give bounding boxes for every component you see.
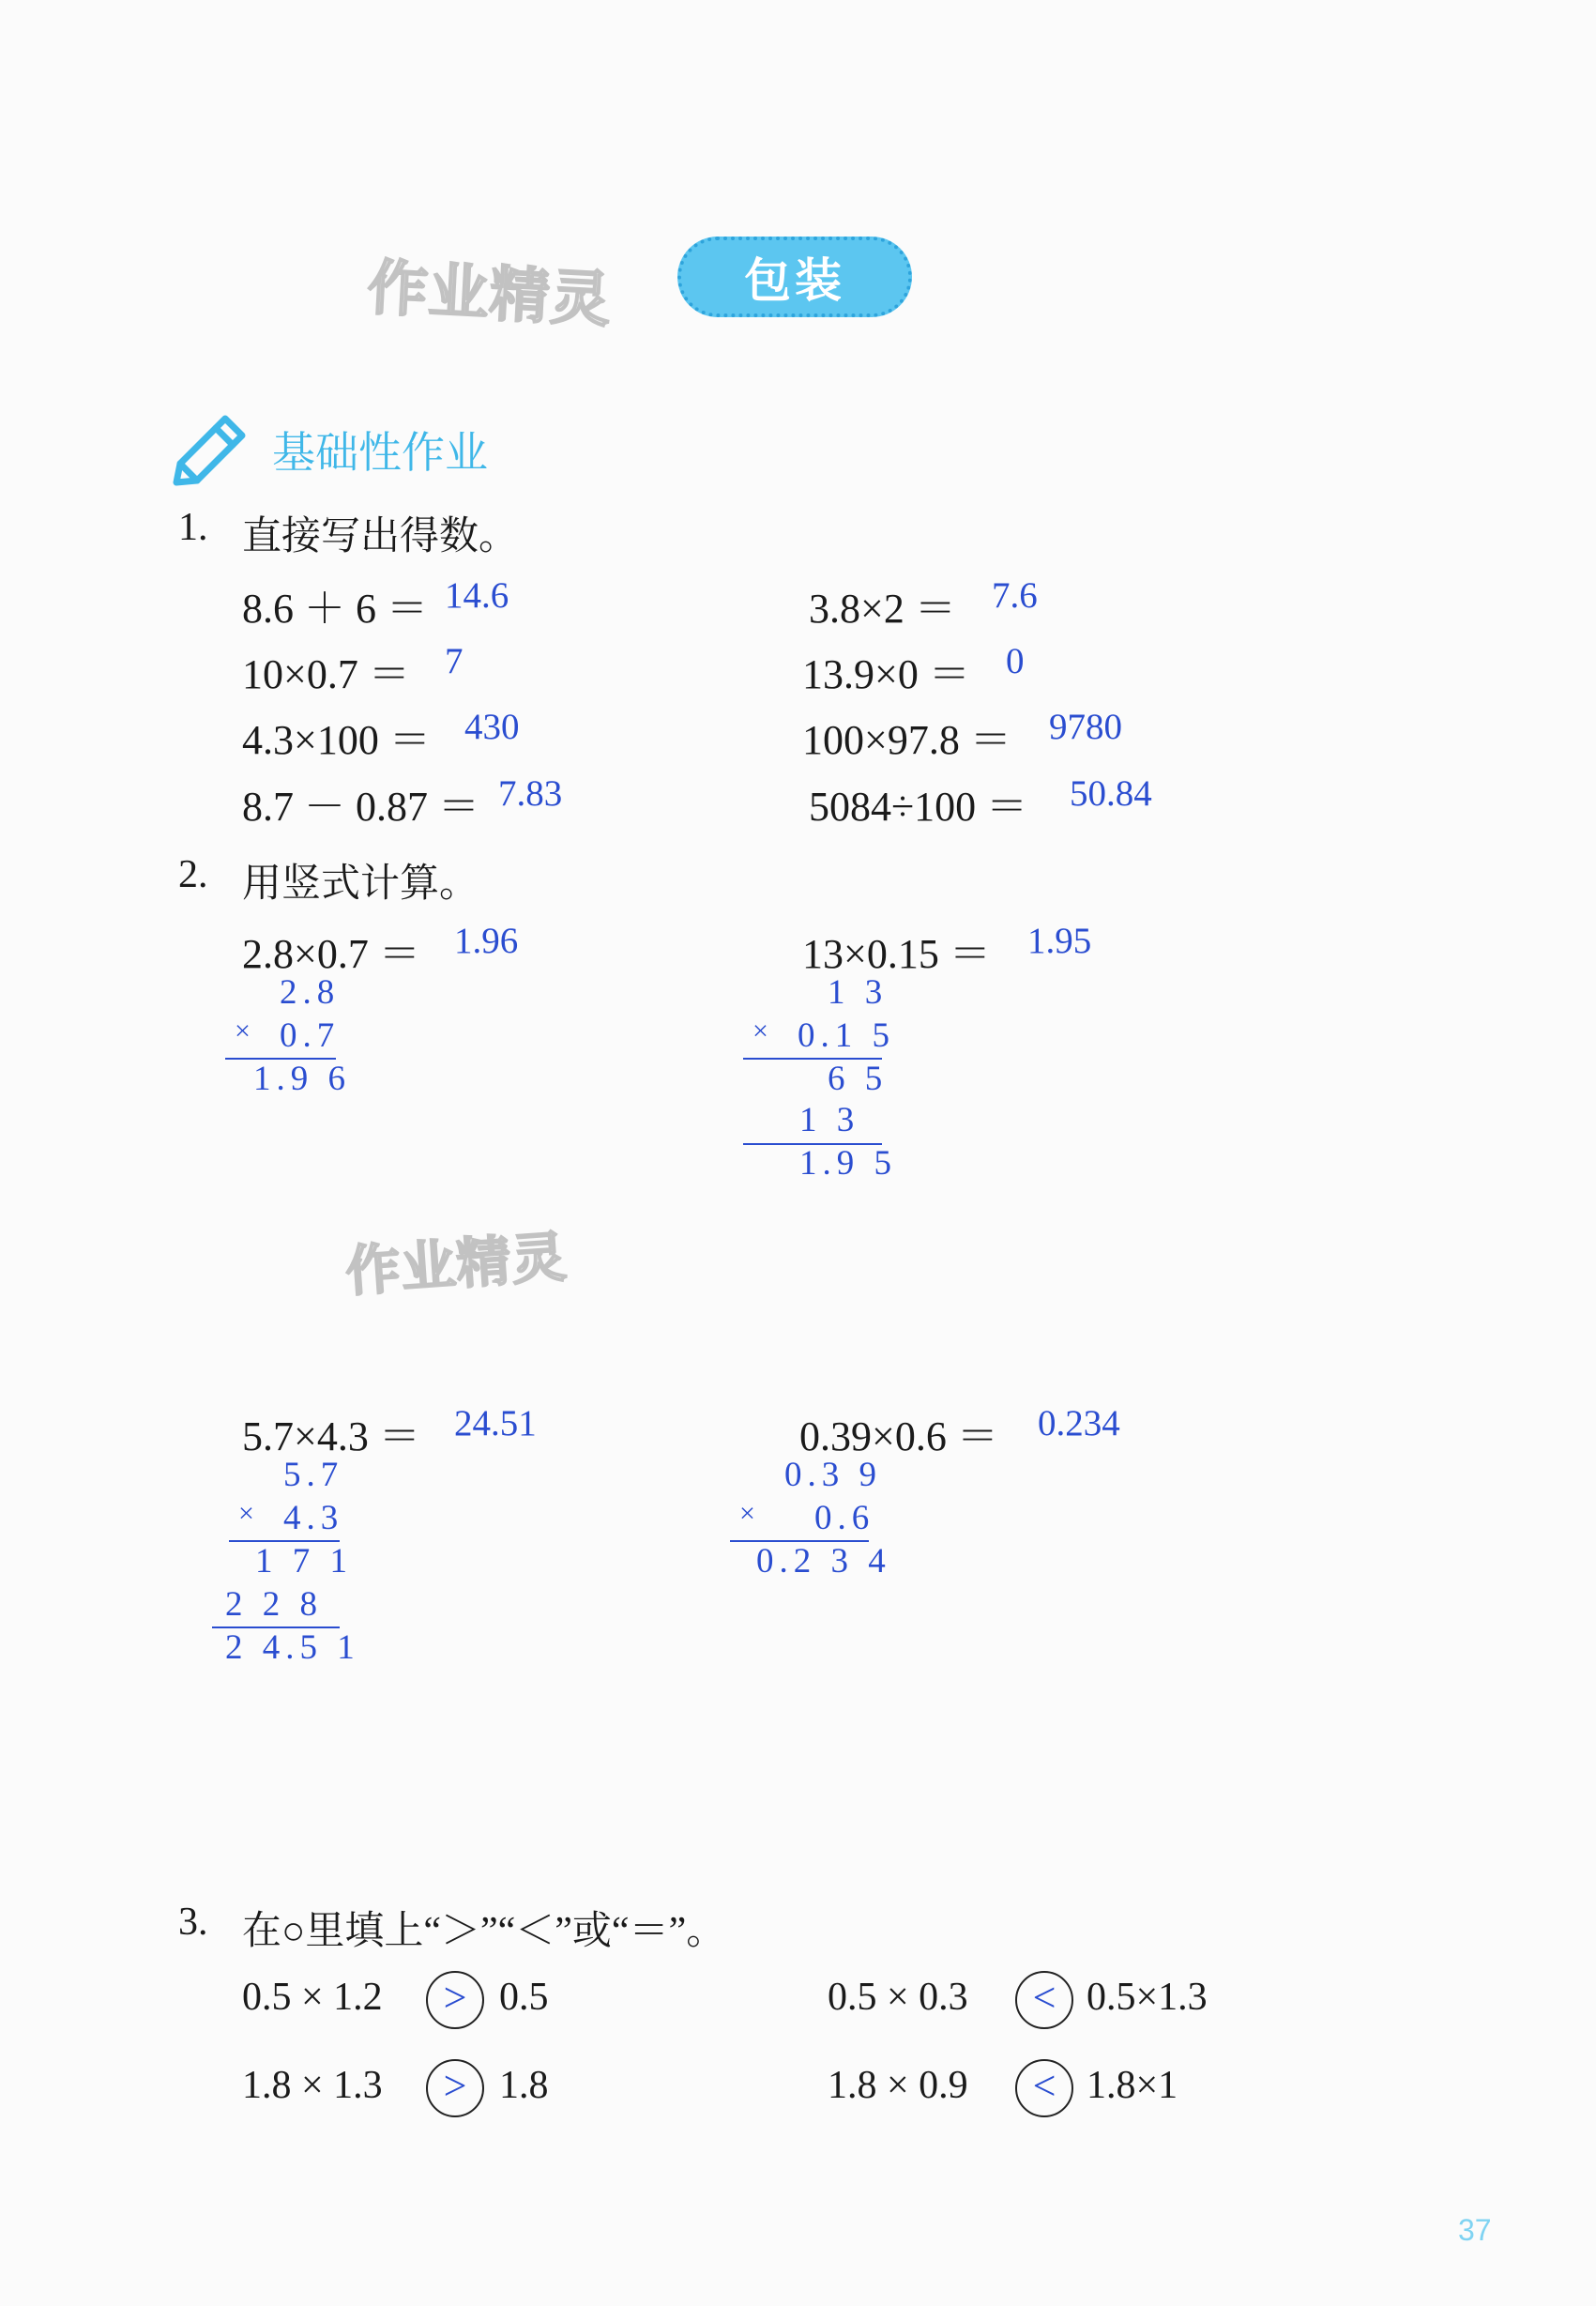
q2a-times-sign: × — [235, 1016, 256, 1046]
q1-expr-5: 4.3×100 ＝ — [242, 717, 431, 763]
q3-prompt: 在○里填上“＞”“＜”或“＝”。 — [242, 1910, 726, 1953]
q2c-work-line: 1 7 1 — [255, 1542, 353, 1581]
q2c-work-line: 2 2 8 — [225, 1585, 323, 1624]
q2b-work-line: 0.1 5 — [798, 1016, 895, 1055]
q2c-expr: 5.7×4.3 ＝ — [242, 1413, 420, 1459]
q3-sign-1: > — [443, 1975, 467, 2021]
q2c-answer: 24.51 — [454, 1403, 537, 1443]
q3-right-3: 1.8 — [499, 2064, 549, 2107]
q3-sign-4: < — [1032, 2063, 1056, 2109]
q2b-work-line: 1 3 — [828, 973, 889, 1012]
q1-expr-7: 8.7 － 0.87 ＝ — [242, 784, 479, 830]
q2a-work-line: 1.9 6 — [253, 1060, 351, 1098]
q2c-times-sign: × — [238, 1498, 260, 1529]
q3-right-2: 0.5×1.3 — [1087, 1976, 1208, 2019]
badge-lesson-title — [677, 237, 912, 317]
q2-number: 2. — [178, 853, 208, 896]
q2c-work-line: 4.3 — [283, 1499, 344, 1537]
section-title: 基础性作业 — [272, 427, 488, 478]
q1-answer-8: 50.84 — [1070, 773, 1152, 814]
q3-sign-3: > — [443, 2063, 467, 2109]
q2-prompt: 用竖式计算。 — [242, 863, 479, 906]
q2b-work-line: 1.9 5 — [799, 1144, 897, 1183]
q2c-work-line: 2 4.5 1 — [225, 1628, 360, 1667]
q1-expr-3: 10×0.7 ＝ — [242, 651, 410, 697]
q1-expr-2: 3.8×2 ＝ — [809, 586, 956, 632]
q3-number: 3. — [178, 1901, 208, 1944]
q2d-expr: 0.39×0.6 ＝ — [799, 1413, 998, 1459]
q2a-answer: 1.96 — [454, 921, 519, 961]
q1-answer-3: 7 — [445, 641, 464, 681]
q1-prompt: 直接写出得数。 — [242, 515, 519, 558]
q3-right-1: 0.5 — [499, 1976, 549, 2019]
q3-answer-circle-3 — [426, 2059, 484, 2117]
q1-expr-4: 13.9×0 ＝ — [802, 651, 970, 697]
q2c-work-line: 5.7 — [283, 1456, 344, 1494]
q1-answer-6: 9780 — [1049, 707, 1122, 747]
q1-answer-5: 430 — [464, 707, 520, 747]
watermark-top: 作业精灵 — [365, 253, 614, 336]
q3-left-4: 1.8 × 0.9 — [828, 2064, 968, 2107]
badge-label: 包装 — [744, 253, 845, 308]
q1-expr-6: 100×97.8 ＝ — [802, 717, 1011, 763]
q2d-times-sign: × — [739, 1498, 761, 1529]
q1-number: 1. — [178, 506, 208, 549]
q1-answer-2: 7.6 — [992, 575, 1038, 616]
q3-sign-2: < — [1032, 1975, 1056, 2021]
q1-expr-1: 8.6 ＋ 6 ＝ — [242, 586, 428, 632]
q2b-work-line: 6 5 — [828, 1060, 889, 1098]
q3-left-2: 0.5 × 0.3 — [828, 1976, 968, 2019]
q2d-work-line: 0.6 — [814, 1499, 875, 1537]
watermark-middle: 作业精灵 — [343, 1224, 570, 1305]
q3-answer-circle-4 — [1015, 2059, 1073, 2117]
q3-answer-circle-2 — [1015, 1971, 1073, 2029]
q3-left-1: 0.5 × 1.2 — [242, 1976, 383, 2019]
page-number: 37 — [1458, 2213, 1492, 2247]
q2a-expr: 2.8×0.7 ＝ — [242, 931, 420, 977]
q3-right-4: 1.8×1 — [1087, 2064, 1178, 2107]
q2b-answer: 1.95 — [1027, 921, 1092, 961]
q2d-work-line: 0.3 9 — [784, 1456, 882, 1494]
q2b-work-line: 1 3 — [799, 1101, 860, 1139]
q1-answer-7: 7.83 — [498, 773, 563, 814]
q2d-work-line: 0.2 3 4 — [756, 1542, 891, 1581]
q1-answer-1: 14.6 — [445, 575, 509, 616]
q2a-work-line: 0.7 — [280, 1016, 341, 1055]
q1-answer-4: 0 — [1006, 641, 1025, 681]
q3-left-3: 1.8 × 1.3 — [242, 2064, 383, 2107]
pencil-icon — [167, 402, 253, 488]
q2a-work-line: 2.8 — [280, 973, 341, 1012]
q2d-answer: 0.234 — [1038, 1403, 1120, 1443]
q1-expr-8: 5084÷100 ＝ — [809, 784, 1028, 830]
q2b-times-sign: × — [752, 1016, 774, 1046]
q2b-expr: 13×0.15 ＝ — [802, 931, 991, 977]
q3-answer-circle-1 — [426, 1971, 484, 2029]
